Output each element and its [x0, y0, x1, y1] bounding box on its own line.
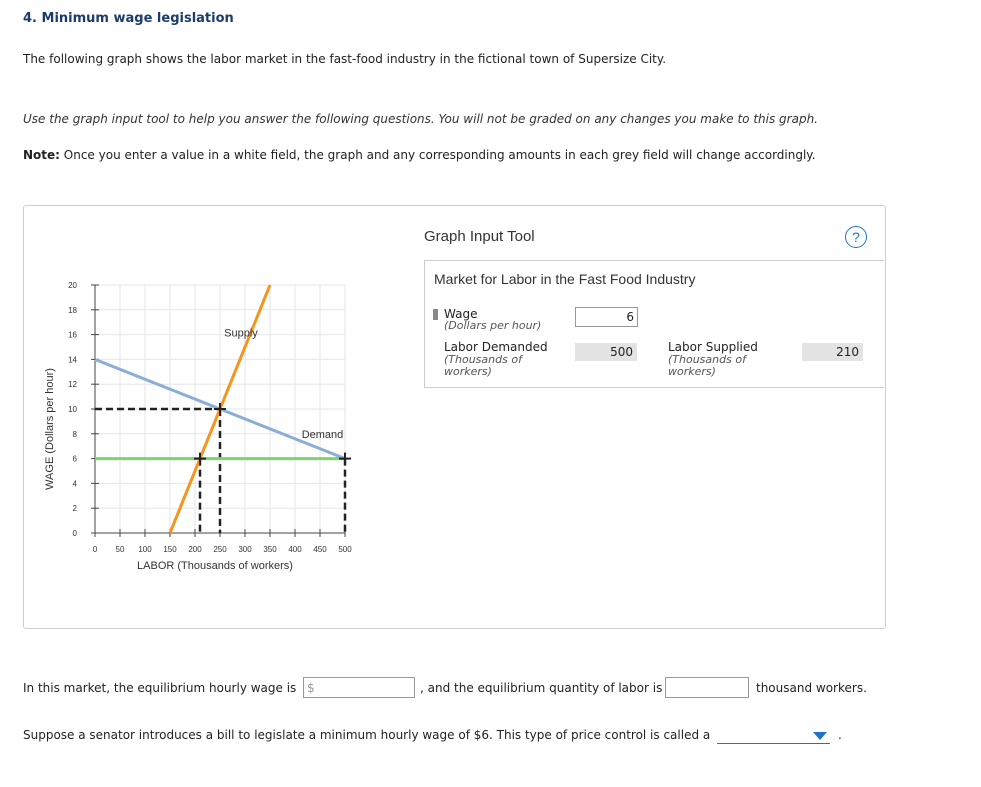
y-tick-label: 4 — [72, 479, 77, 489]
wage-label: Wage — [444, 307, 478, 321]
market-title: Market for Labor in the Fast Food Industry — [434, 271, 696, 287]
y-tick-label: 10 — [68, 405, 77, 414]
y-tick-label: 2 — [72, 504, 77, 514]
instructions-text: Use the graph input tool to help you answer the following questions. You will not be graded on any changes you make to this graph. — [23, 112, 818, 126]
labor-supplied-unit-1: (Thousands of — [668, 353, 746, 366]
graph-input-tool-title: Graph Input Tool — [424, 228, 535, 245]
y-tick-label: 16 — [68, 330, 77, 340]
graph-panel — [23, 205, 886, 629]
y-tick-label: 20 — [68, 281, 77, 290]
equilibrium-wage-prompt: In this market, the equilibrium hourly wage is — [23, 681, 297, 695]
graph-input-tool — [424, 206, 885, 388]
y-axis-label: WAGE (Dollars per hour) — [44, 368, 56, 490]
labor-demanded-unit-2: workers) — [444, 365, 492, 378]
x-tick-label: 400 — [288, 545, 302, 554]
note-body: Once you enter a value in a white field, the graph and any corresponding amounts in each grey field will change accordingly. — [59, 148, 816, 162]
demand-label: Demand — [301, 428, 344, 441]
labor-supplied-value: 210 — [802, 343, 863, 361]
x-tick-label: 50 — [115, 545, 125, 554]
labor-market-chart[interactable] — [24, 206, 424, 626]
y-tick-label: 6 — [72, 454, 77, 464]
dollar-sign: $ — [307, 681, 315, 695]
y-tick-label: 14 — [68, 355, 77, 365]
labor-supplied-unit-2: workers) — [668, 365, 716, 378]
x-tick-label: 100 — [138, 545, 152, 554]
x-axis-label: LABOR (Thousands of workers) — [137, 560, 293, 572]
chevron-down-icon[interactable] — [813, 732, 827, 740]
thousand-workers-text: thousand workers. — [756, 681, 867, 695]
x-tick-label: 300 — [238, 545, 252, 554]
x-tick-label: 200 — [188, 545, 202, 554]
x-tick-label: 500 — [338, 545, 352, 554]
price-control-dropdown[interactable] — [717, 726, 830, 744]
labor-supplied-label: Labor Supplied — [668, 340, 758, 354]
supply-label: Supply — [224, 327, 258, 340]
price-control-prompt: Suppose a senator introduces a bill to legislate a minimum hourly wage of $6. This type of price control is called a — [23, 728, 711, 742]
equilibrium-quantity-prompt: , and the equilibrium quantity of labor is — [420, 681, 663, 695]
x-tick-label: 450 — [313, 545, 327, 554]
x-tick-label: 350 — [263, 545, 277, 554]
y-tick-label: 12 — [68, 380, 77, 390]
labor-demanded-label: Labor Demanded — [444, 340, 548, 354]
labor-demanded-value: 500 — [575, 343, 637, 361]
x-tick-label: 0 — [92, 545, 98, 554]
wage-unit: (Dollars per hour) — [444, 319, 542, 332]
help-icon[interactable]: ? — [845, 226, 867, 248]
note-label: Note: — [23, 148, 60, 162]
labor-demanded-unit-1: (Thousands of — [444, 353, 522, 366]
note-text — [23, 148, 816, 162]
wage-swatch-icon — [433, 309, 438, 320]
equilibrium-quantity-input[interactable] — [665, 677, 749, 698]
question-title: 4. Minimum wage legislation — [23, 11, 234, 26]
y-tick-label: 8 — [72, 429, 77, 439]
intro-text: The following graph shows the labor market in the fast-food industry in the fictional town of Supersize City. — [23, 52, 667, 66]
market-box — [424, 260, 884, 388]
period: . — [838, 728, 842, 742]
equilibrium-wage-input[interactable] — [303, 677, 415, 698]
wage-input[interactable]: 6 — [575, 307, 638, 327]
y-tick-label: 0 — [72, 529, 77, 538]
x-tick-label: 150 — [163, 545, 177, 554]
y-tick-label: 18 — [68, 305, 77, 315]
x-tick-label: 250 — [213, 545, 227, 554]
